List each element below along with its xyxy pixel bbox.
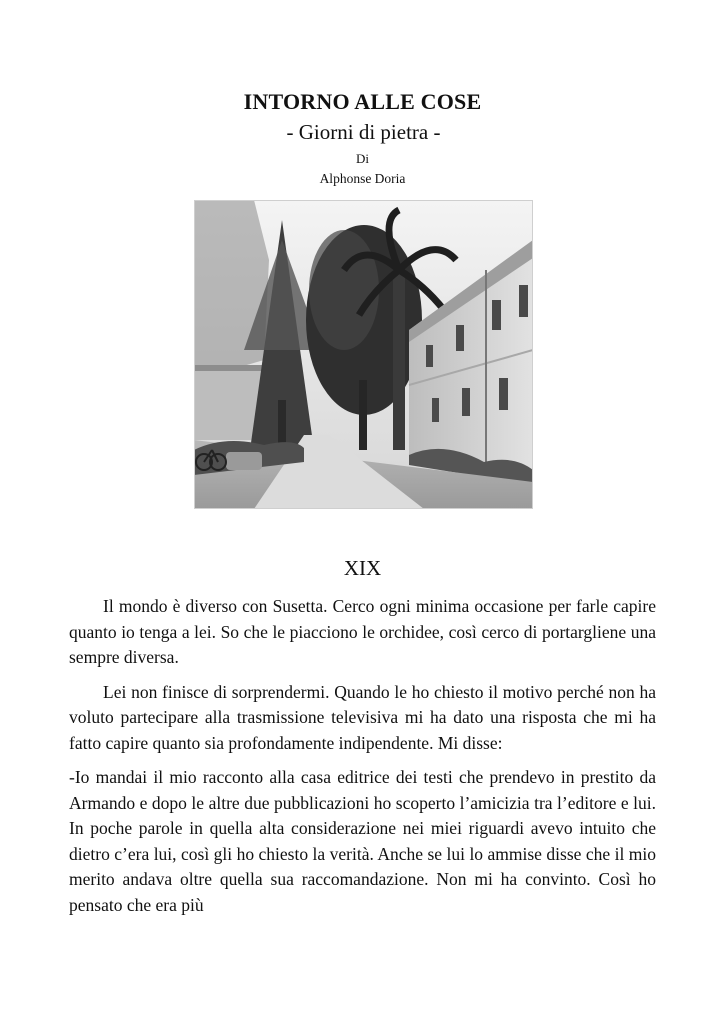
author-name: Alphonse Doria — [319, 171, 406, 186]
paragraph: Lei non finisce di sorprendermi. Quando le ho chiesto il motivo perché non ha voluto partecipare alla trasmissione televisiva mi ha dato una risposta che mi ha fatto capire quanto sia profondamente indipendente. Mi disse: — [69, 681, 656, 753]
byline-prefix: Di — [356, 151, 369, 166]
document-subtitle: - Giorni di pietra - — [286, 120, 441, 144]
paragraph: Il mondo è diverso con Susetta. Cerco ogni minima occasione per farle capire quanto io tenga a lei. So che le piacciono le orchidee, così cerco di portargliene una sempre diversa. — [69, 596, 656, 667]
chapter-number: XIX — [343, 556, 382, 580]
paragraph: -Io mandai il mio racconto alla casa editrice dei testi che prendevo in prestito da Armando e dopo le altre due pubblicazioni ho scoperto l’amicizia tra l’editore e lui. In poche parole in quella alta considerazione nei miei riguardi avevo intuito che dietro c’era lui, così gli ho chiesto la verità. Anche se lui lo ammise disse che il mio merito andava oltre quella sua raccomandazione. Non mi ha convinto. Così ho pensato che era più — [69, 767, 656, 915]
document-title: INTORNO ALLE COSE — [243, 89, 482, 114]
courtyard-photo — [194, 200, 533, 509]
body-text — [69, 594, 656, 927]
